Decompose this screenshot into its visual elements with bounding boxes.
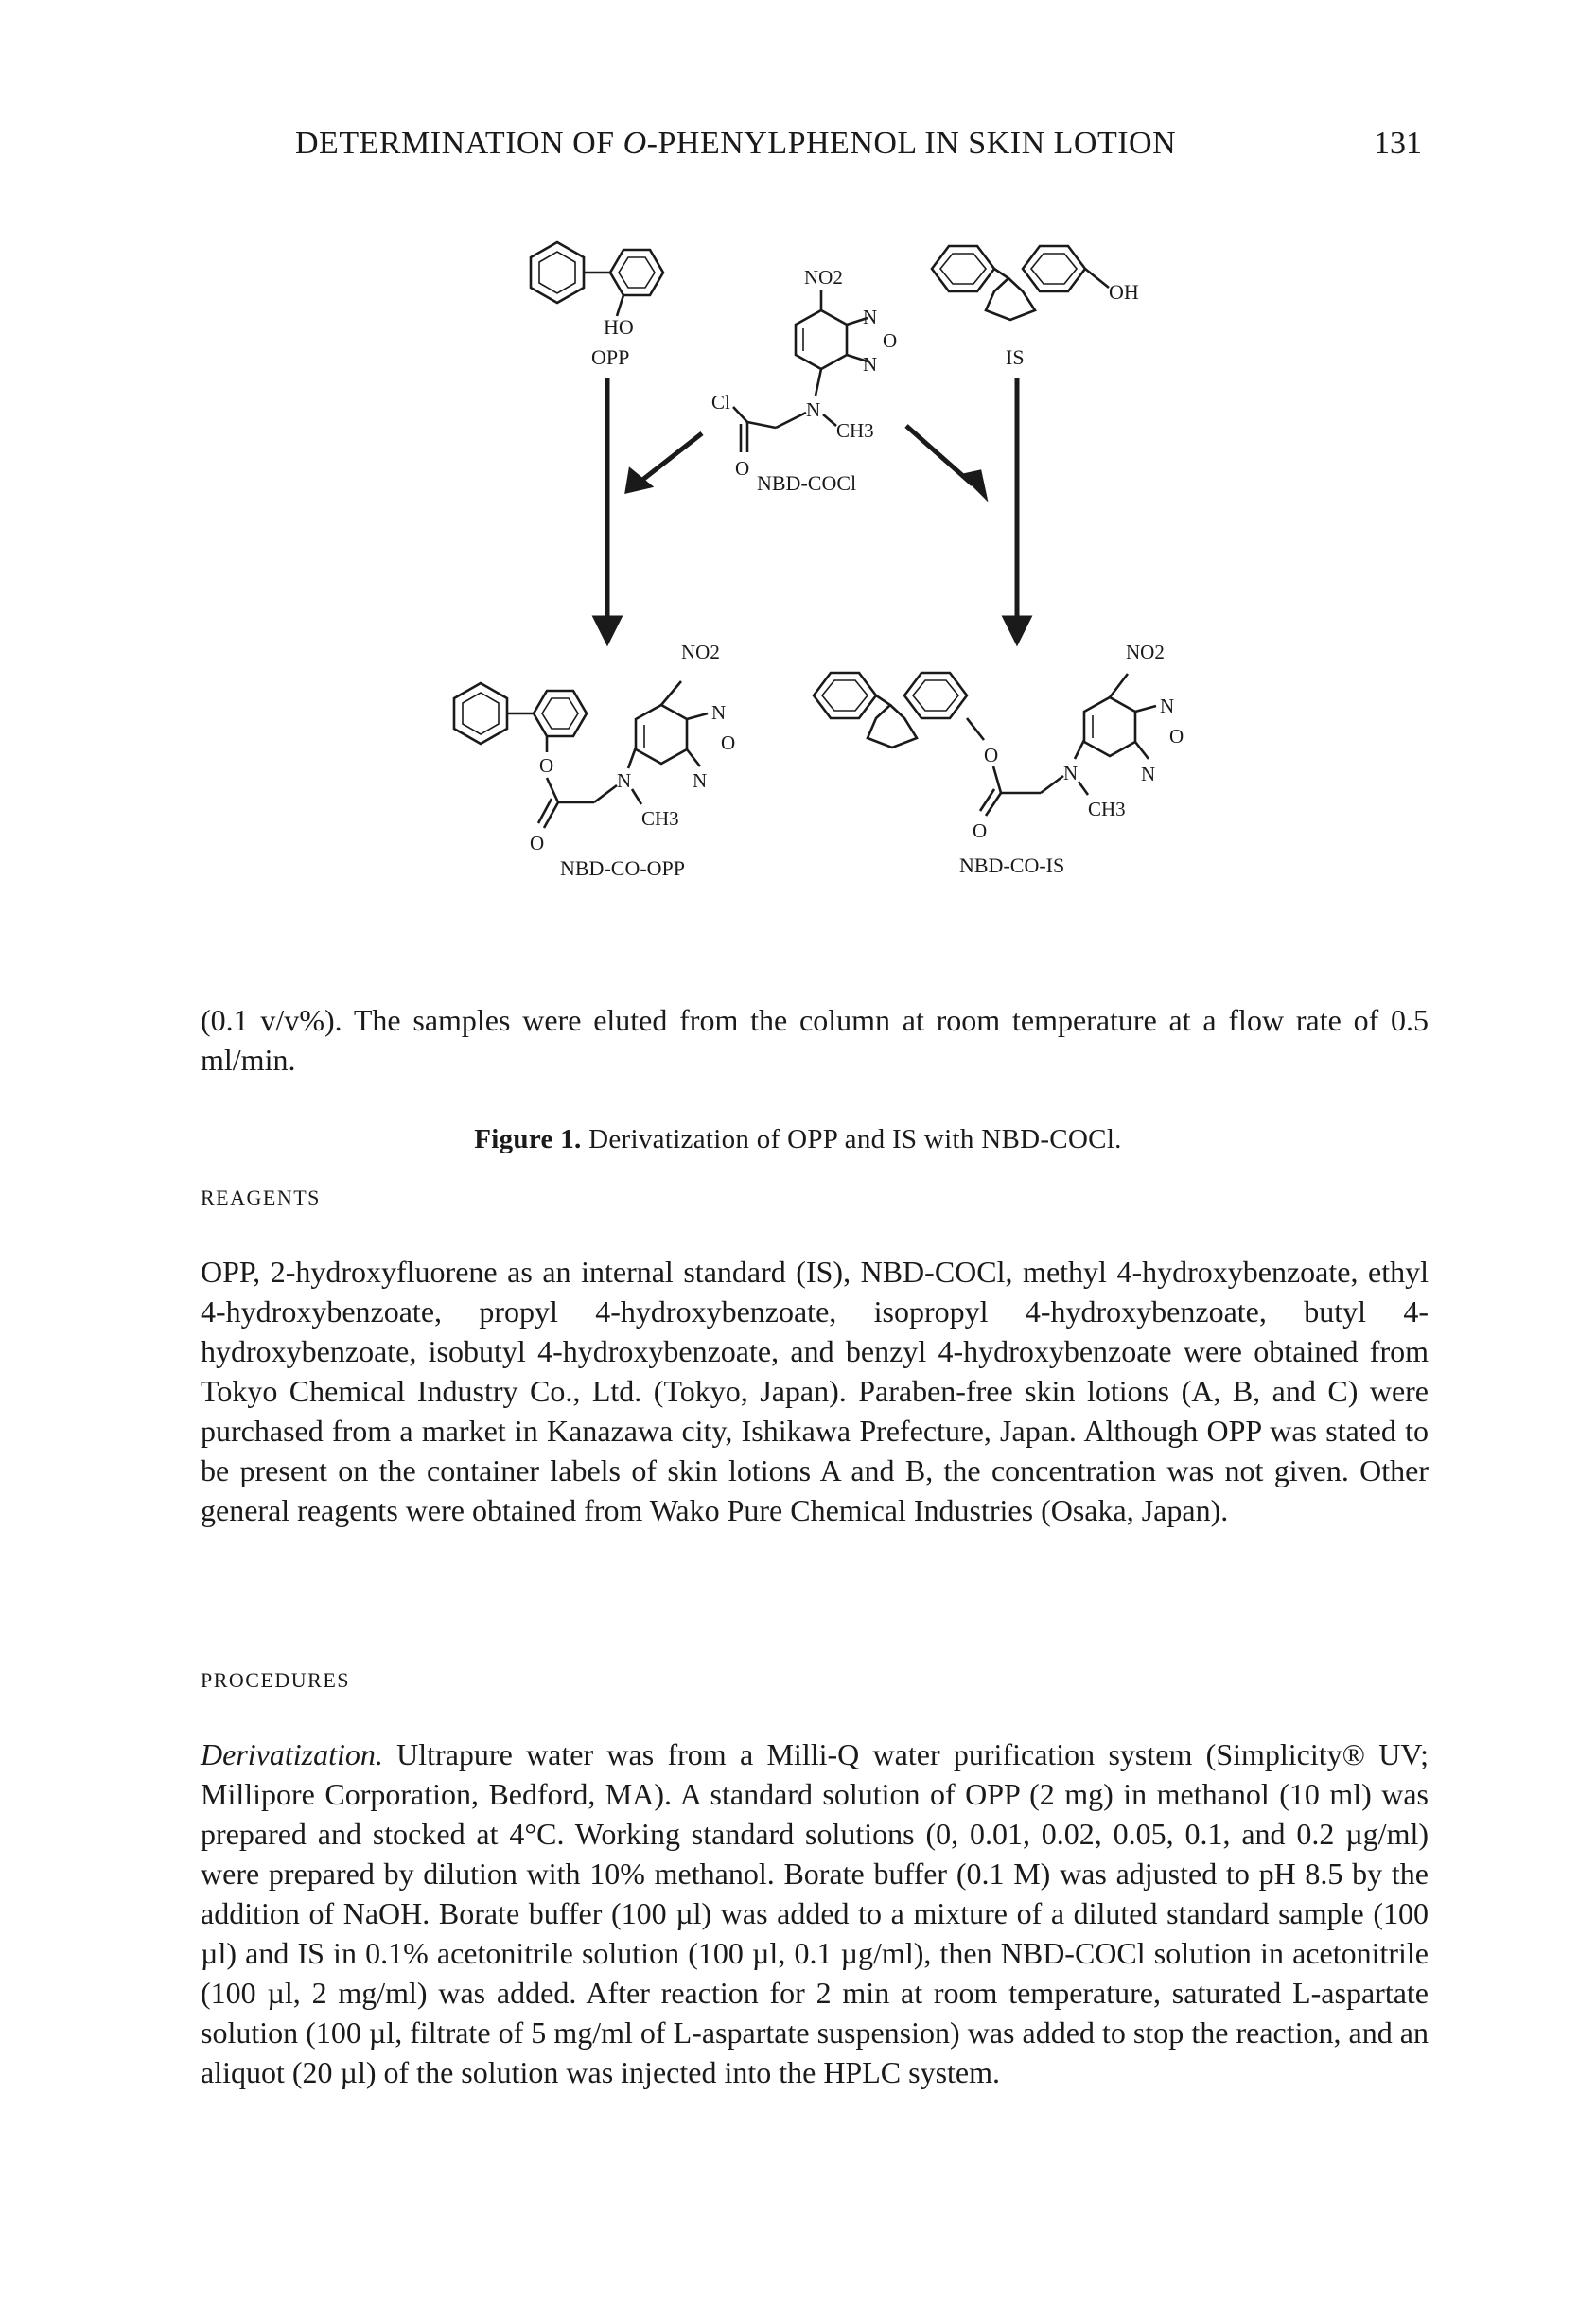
product-opp-structure [454,641,735,880]
product-is-methyl: CH3 [1088,798,1126,820]
running-header [0,126,1596,173]
continuation-text: (0.1 v/v%). The samples were eluted from the column at room temperature at a flow rate of 0.5 ml/min. [201,1003,1429,1077]
procedures-paragraph [201,1734,1429,2092]
is-ring-left-inner [940,254,986,284]
reaction-scheme [0,237,1596,1107]
is-ring-right-inner [1031,254,1077,284]
product-is-label: NBD-CO-IS [959,854,1065,877]
reagent-ring-n-bottom: N [863,353,878,376]
product-opp-ring-n-bottom: N [693,769,708,792]
product-opp-methyl: CH3 [641,807,679,830]
reagents-paragraph [201,1252,1429,1530]
product-opp-carbonyl-o: O [530,832,545,854]
opp-ring-left-inner [539,252,575,293]
product-is-ester-o: O [984,744,999,766]
procedures-text: Ultrapure water was from a Milli-Q water purification system (Simplicity® UV; Millipore Corporation, Bedford, MA). A standard solution of OPP (2 mg) in methanol (10 ml) was prepared and stocked at 4°C. Working standard solutions (0, 0.01, 0.02, 0.05, 0.1, and 0.2 µg/ml) were prepared by dilution with 10% methanol. Borate buffer (0.1 M) was adjusted to pH 8.5 by the addition of NaOH. Borate buffer (100 µl) was added to a mixture of a diluted standard sample (100 µl) and IS in 0.1% acetonitrile solution (100 µl, 0.1 µg/ml), then NBD-COCl solution in acetonitrile (100 µl, 2 mg/ml) was added. After reaction for 2 min at room temperature, saturated L-aspartate solution (100 µl, filtrate of 5 mg/ml of L-aspartate suspension) was added to stop the reaction, and an aliquot (20 µl) of the solution was injected into the HPLC system. [201,1737,1429,2089]
reagent-amine-n: N [806,398,821,421]
product-is-ring-o: O [1169,725,1184,748]
opp-ring-right-inner [619,257,655,288]
procedures-text-block [201,1734,1429,2092]
product-opp-ester-o: O [539,754,554,777]
product-opp-ring-o: O [721,731,736,754]
arrow-reagent-left [641,433,702,481]
page-number: 131 [1374,126,1422,161]
reagent-structure [711,266,897,495]
product-is-ring-n-top: N [1160,695,1175,717]
reagent-ring-n-top: N [863,306,878,328]
reagent-chloro-label: Cl [711,391,730,414]
figure-caption-label: Figure 1. [474,1124,582,1154]
running-title-part: -PHENYLPHENOL IN SKIN LOTION [646,126,1177,161]
procedures-lead: Derivatization. [201,1737,383,1771]
opp-hydroxyl-label: HO [604,315,634,339]
procedures-heading: PROCEDURES [201,1668,351,1692]
product-opp-ring-n-top: N [711,701,727,724]
reagents-text: OPP, 2-hydroxyfluorene as an internal standard (IS), NBD-COCl, methyl 4-hydroxybenzoate, ethyl 4-hydroxybenzoate, propyl 4-hydroxybenzoate, isopropyl 4-hydroxybenzoate, butyl 4-hydroxybenzoate, isobutyl 4-hydroxybenzoate, and benzyl 4-hydroxybenzoate were obtained from Tokyo Chemical Industry Co., Ltd. (Tokyo, Japan). Paraben-free skin lotions (A, B, and C) were purchased from a market in Kanazawa city, Ishikawa Prefecture, Japan. Although OPP was stated to be present on the container labels of skin lotions A and B, the concentration was not given. Other general reagents were obtained from Wako Pure Chemical Industries (Osaka, Japan). [201,1255,1429,1527]
reagent-methyl-label: CH3 [836,419,874,442]
figure-caption-text: Derivatization of OPP and IS with NBD-COCl. [581,1124,1122,1154]
is-hydroxyl-label: OH [1109,280,1139,304]
product-is-carbonyl-o: O [973,819,988,842]
is-structure [932,246,1139,369]
reagent-carbonyl-o: O [735,457,750,480]
product-is-structure [814,641,1184,877]
product-opp-nitro: NO2 [681,641,720,663]
running-title [295,126,1176,162]
reagents-heading: REAGENTS [201,1186,321,1209]
continuation-paragraph [201,1000,1429,1080]
product-opp-amine-n: N [617,769,632,792]
is-label: IS [1006,345,1025,369]
product-opp-label: NBD-CO-OPP [560,856,686,880]
product-is-nitro: NO2 [1126,641,1165,663]
figure-caption [0,1124,1596,1155]
product-is-ring-n-bottom: N [1141,763,1156,785]
reagent-ring-oxygen: O [883,329,898,352]
product-is-amine-n: N [1063,762,1079,784]
running-title-part: DETERMINATION OF [295,126,623,161]
reagent-nitro-label: NO2 [804,266,843,289]
opp-label: OPP [591,345,630,369]
reagent-label: NBD-COCl [757,471,857,495]
opp-structure [531,242,663,369]
running-title-italic: O [623,126,647,161]
